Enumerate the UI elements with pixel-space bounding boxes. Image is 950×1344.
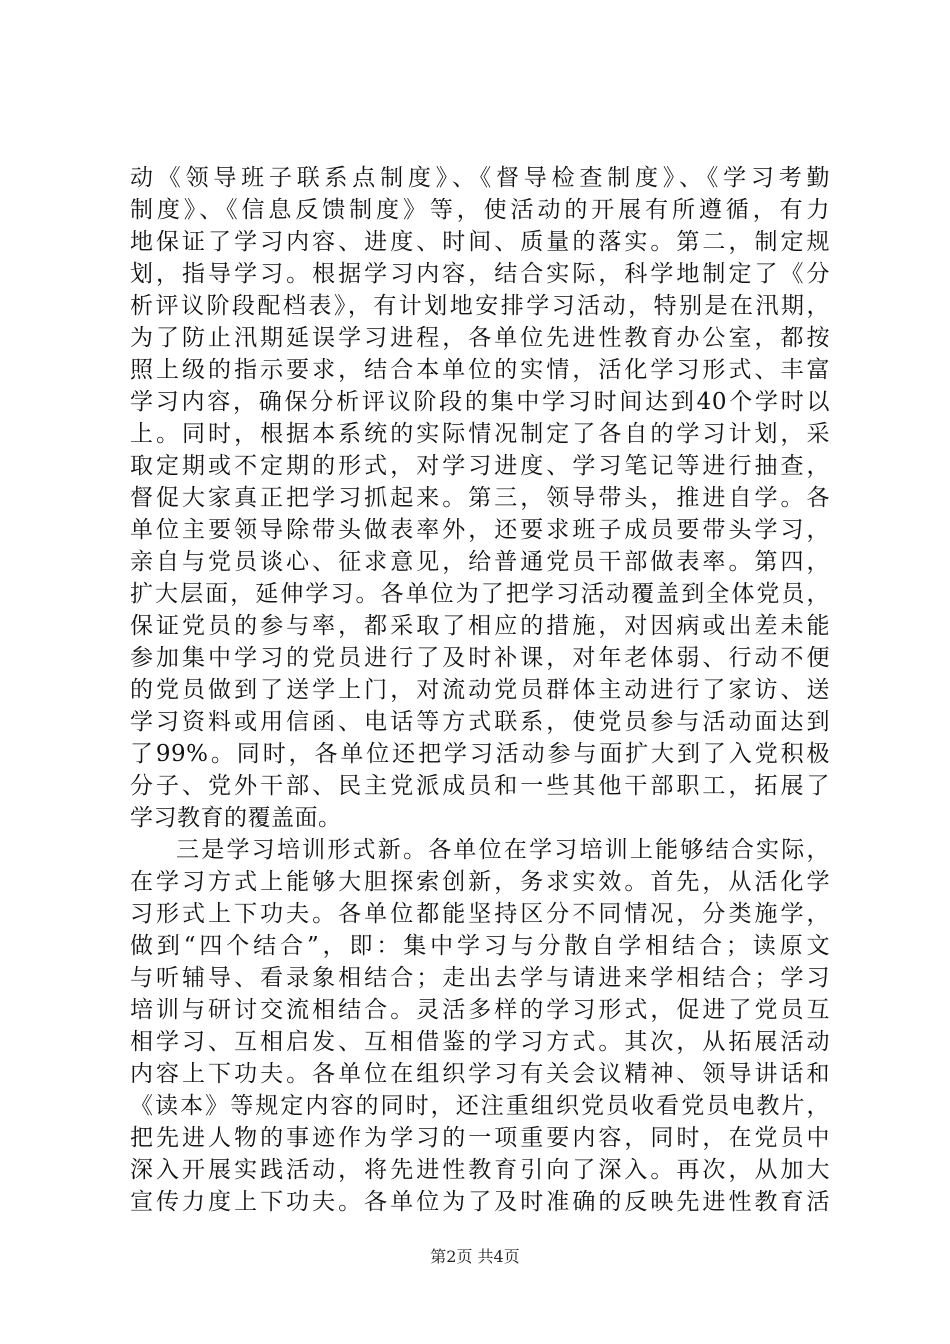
- paragraph-line: 保证党员的参与率，都采取了相应的措施，对因病或出差未能: [130, 613, 830, 639]
- paragraph-line: 制度》、《信息反馈制度》等，使活动的开展有所遵循，有力: [130, 197, 830, 223]
- paragraph-line: 把先进人物的事迹作为学习的一项重要内容，同时，在党员中: [130, 1125, 830, 1151]
- paragraph-line: 在学习方式上能够大胆探索创新，务求实效。首先，从活化学: [130, 869, 830, 895]
- paragraph-line: 上。同时，根据本系统的实际情况制定了各自的学习计划，采: [130, 421, 830, 447]
- paragraph-line: 的党员做到了送学上门，对流动党员群体主动进行了家访、送: [130, 677, 830, 703]
- paragraph-line: 宣传力度上下功夫。各单位为了及时准确的反映先进性教育活: [130, 1189, 830, 1215]
- paragraph-line: 动《领导班子联系点制度》、《督导检查制度》、《学习考勤: [130, 165, 830, 191]
- paragraph-line: 与听辅导、看录象相结合；走出去学与请进来学相结合；学习: [130, 965, 830, 991]
- paragraph-line: 督促大家真正把学习抓起来。第三，领导带头，推进自学。各: [130, 485, 830, 511]
- paragraph-line: 单位主要领导除带头做表率外，还要求班子成员要带头学习，: [130, 517, 830, 543]
- paragraph-line: 习形式上下功夫。各单位都能坚持区分不同情况，分类施学，: [130, 901, 830, 927]
- paragraph-line: 相学习、互相启发、互相借鉴的学习方式。其次，从拓展活动: [130, 1029, 830, 1055]
- paragraph-line: 内容上下功夫。各单位在组织学习有关会议精神、领导讲话和: [130, 1061, 830, 1087]
- paragraph-line: 亲自与党员谈心、征求意见，给普通党员干部做表率。第四，: [130, 549, 830, 575]
- paragraph-line: 深入开展实践活动，将先进性教育引向了深入。再次，从加大: [130, 1157, 830, 1183]
- paragraph-line: 划，指导学习。根据学习内容，结合实际，科学地制定了《分: [130, 261, 830, 287]
- paragraph-line: 三是学习培训形式新。各单位在学习培训上能够结合实际，: [176, 837, 830, 863]
- page-number-footer: 第2页 共4页: [430, 1247, 520, 1266]
- paragraph-line: 参加集中学习的党员进行了及时补课，对年老体弱、行动不便: [130, 645, 830, 671]
- paragraph-line: 为了防止汛期延误学习进程，各单位先进性教育办公室，都按: [130, 325, 830, 351]
- paragraph: [130, 162, 830, 834]
- paragraph-line: 了99%。同时，各单位还把学习活动参与面扩大到了入党积极: [130, 741, 830, 767]
- paragraph-line: 析评议阶段配档表》，有计划地安排学习活动，特别是在汛期，: [130, 293, 830, 319]
- paragraph-line: 地保证了学习内容、进度、时间、质量的落实。第二，制定规: [130, 229, 830, 255]
- paragraph-line: 学习内容，确保分析评议阶段的集中学习时间达到40个学时以: [130, 389, 830, 415]
- paragraph-line: 照上级的指示要求，结合本单位的实情，活化学习形式、丰富: [130, 357, 830, 383]
- paragraph-line: 学习资料或用信函、电话等方式联系，使党员参与活动面达到: [130, 709, 830, 735]
- paragraph-line: 取定期或不定期的形式，对学习进度、学习笔记等进行抽查，: [130, 453, 830, 479]
- paragraph-line: 分子、党外干部、民主党派成员和一些其他干部职工，拓展了: [130, 773, 830, 799]
- paragraph-line: 培训与研讨交流相结合。灵活多样的学习形式，促进了党员互: [130, 997, 830, 1023]
- paragraph-line: 扩大层面，延伸学习。各单位为了把学习活动覆盖到全体党员，: [130, 581, 830, 607]
- paragraph: [130, 834, 830, 1218]
- paragraph-line: 做到“四个结合”，即：集中学习与分散自学相结合；读原文: [130, 933, 830, 959]
- document-body: [130, 162, 830, 1218]
- paragraph-line: 学习教育的覆盖面。: [130, 805, 342, 831]
- paragraph-line: 《读本》等规定内容的同时，还注重组织党员收看党员电教片，: [130, 1093, 830, 1119]
